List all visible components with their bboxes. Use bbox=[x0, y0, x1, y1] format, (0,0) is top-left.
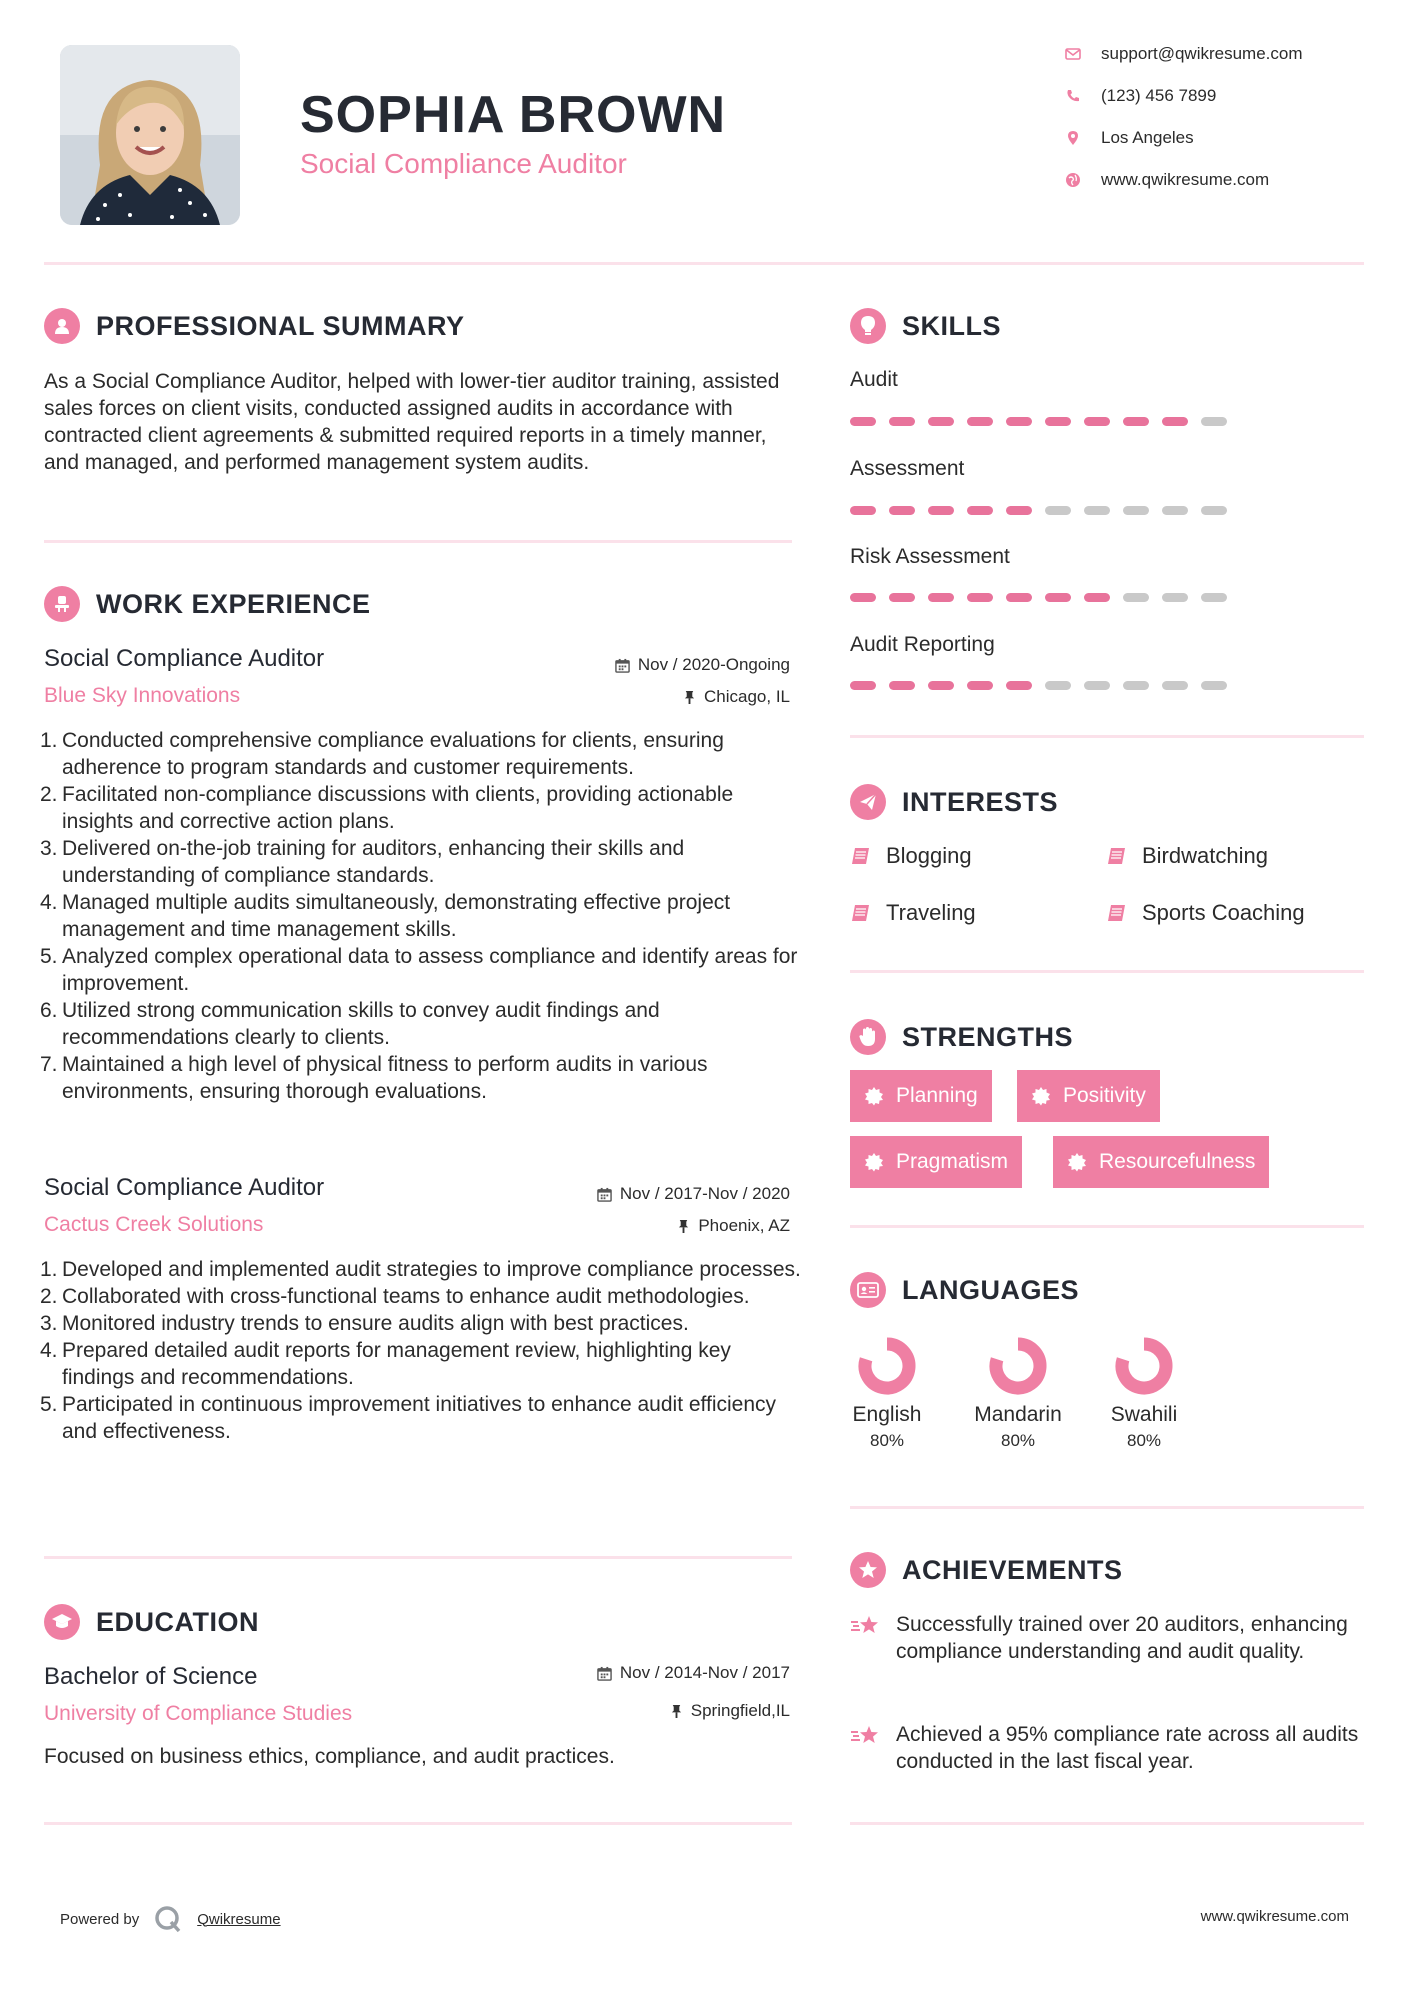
duty-number: 4. bbox=[40, 891, 58, 914]
duty-number: 5. bbox=[40, 1393, 58, 1416]
qwikresume-logo-icon bbox=[153, 1904, 183, 1934]
skill-level-dash bbox=[1162, 593, 1188, 602]
strengths-title: STRENGTHS bbox=[902, 1021, 1074, 1052]
badge-icon bbox=[864, 1086, 884, 1106]
education-divider bbox=[44, 1822, 792, 1825]
skill-level-dash bbox=[889, 506, 915, 515]
contact-phone[interactable] bbox=[1065, 86, 1216, 106]
pushpin-icon bbox=[683, 690, 696, 705]
education-title: EDUCATION bbox=[96, 1606, 259, 1637]
summary-divider bbox=[44, 540, 792, 543]
duty-text: Analyzed complex operational data to assess compliance and identify areas for improvement. bbox=[62, 945, 798, 995]
duty-item bbox=[40, 1256, 804, 1283]
duty-text: Monitored industry trends to ensure audits align with best practices. bbox=[62, 1312, 689, 1335]
languages-divider bbox=[850, 1506, 1364, 1509]
skill-level-dash bbox=[1045, 593, 1071, 602]
skill-level-dash bbox=[967, 593, 993, 602]
experience-divider bbox=[44, 1556, 792, 1559]
duty-number: 7. bbox=[40, 1053, 58, 1076]
book-icon bbox=[1106, 846, 1128, 866]
contact-email[interactable] bbox=[1065, 44, 1303, 64]
strength-label: Planning bbox=[896, 1084, 978, 1107]
skill-level-dash bbox=[967, 417, 993, 426]
paper-plane-icon bbox=[850, 784, 886, 820]
interest-item bbox=[850, 900, 976, 926]
strength-label: Pragmatism bbox=[896, 1150, 1009, 1173]
email-icon bbox=[1065, 46, 1081, 62]
education-location-text: Springfield,IL bbox=[690, 1701, 790, 1720]
contact-website-text: www.qwikresume.com bbox=[1101, 170, 1270, 189]
strength-label: Positivity bbox=[1063, 1084, 1146, 1107]
skill-level-dash bbox=[1123, 417, 1149, 426]
book-icon bbox=[850, 903, 872, 923]
pushpin-icon bbox=[677, 1219, 690, 1234]
strength-chip bbox=[850, 1136, 1022, 1188]
location-pin-icon bbox=[1065, 130, 1081, 146]
skill-level-dash bbox=[1045, 681, 1071, 690]
candidate-name: SOPHIA BROWN bbox=[300, 86, 727, 144]
badge-icon bbox=[864, 1152, 884, 1172]
contact-location bbox=[1065, 128, 1194, 148]
raised-hand-icon bbox=[850, 1019, 886, 1055]
id-card-icon bbox=[850, 1272, 886, 1308]
skill-level-dash bbox=[889, 417, 915, 426]
strength-chip bbox=[1053, 1136, 1269, 1188]
duty-item bbox=[40, 1391, 804, 1445]
duty-text: Participated in continuous improvement initiatives to enhance audit efficiency and effectiveness. bbox=[62, 1393, 777, 1443]
duty-item bbox=[40, 997, 804, 1051]
achievements-divider bbox=[850, 1822, 1364, 1825]
experience-heading bbox=[44, 586, 371, 622]
contact-email-text: support@qwikresume.com bbox=[1101, 44, 1303, 63]
job-2-dates bbox=[597, 1184, 790, 1204]
language-swahili bbox=[1089, 1334, 1199, 1451]
duty-number: 3. bbox=[40, 1312, 58, 1335]
job-1-dates bbox=[615, 655, 790, 675]
footer-powered-by bbox=[60, 1904, 281, 1934]
strength-chip bbox=[850, 1070, 992, 1122]
skill-level-dash bbox=[1045, 506, 1071, 515]
strengths-divider bbox=[850, 1225, 1364, 1228]
skill-level-dash bbox=[928, 681, 954, 690]
skill-4-name: Audit Reporting bbox=[850, 633, 995, 656]
skill-1-bar bbox=[850, 417, 1227, 426]
skill-level-dash bbox=[1084, 593, 1110, 602]
trophy-star-icon bbox=[850, 1552, 886, 1588]
language-ring bbox=[855, 1334, 919, 1398]
calendar-icon bbox=[597, 1187, 612, 1202]
skill-level-dash bbox=[1045, 417, 1071, 426]
duty-number: 6. bbox=[40, 999, 58, 1022]
job-1-title: Social Compliance Auditor bbox=[44, 645, 325, 672]
header-divider bbox=[44, 262, 1364, 265]
job-1-duties bbox=[40, 727, 804, 1105]
candidate-role: Social Compliance Auditor bbox=[300, 148, 627, 179]
shooting-star-icon bbox=[850, 1613, 882, 1639]
contact-phone-text: (123) 456 7899 bbox=[1101, 86, 1217, 105]
duty-text: Delivered on-the-job training for auditors, enhancing their skills and understanding of compliance standards. bbox=[62, 837, 685, 887]
job-2-company: Cactus Creek Solutions bbox=[44, 1213, 264, 1236]
job-2-location bbox=[677, 1216, 790, 1236]
duty-text: Developed and implemented audit strategies to improve compliance processes. bbox=[62, 1258, 801, 1281]
skill-3-name: Risk Assessment bbox=[850, 545, 1010, 568]
skill-level-dash bbox=[1084, 681, 1110, 690]
duty-text: Maintained a high level of physical fitness to perform audits in various environments, ensuring thorough evaluations. bbox=[62, 1053, 708, 1103]
strengths-heading bbox=[850, 1019, 1073, 1055]
powered-by-label: Powered by bbox=[60, 1910, 140, 1928]
duty-number: 1. bbox=[40, 729, 58, 752]
skill-level-dash bbox=[1162, 681, 1188, 690]
duty-number: 5. bbox=[40, 945, 58, 968]
skill-level-dash bbox=[1201, 681, 1227, 690]
badge-icon bbox=[1031, 1086, 1051, 1106]
book-icon bbox=[850, 846, 872, 866]
skills-title: SKILLS bbox=[902, 310, 1002, 341]
skill-level-dash bbox=[850, 593, 876, 602]
skill-level-dash bbox=[928, 417, 954, 426]
profile-photo bbox=[60, 45, 240, 225]
skill-level-dash bbox=[1201, 593, 1227, 602]
skill-level-dash bbox=[1201, 506, 1227, 515]
skill-level-dash bbox=[967, 506, 993, 515]
language-percent: 80% bbox=[1126, 1431, 1162, 1450]
skill-level-dash bbox=[850, 681, 876, 690]
strength-chip bbox=[1017, 1070, 1160, 1122]
skill-level-dash bbox=[1201, 417, 1227, 426]
footer-url[interactable]: www.qwikresume.com bbox=[1200, 1908, 1349, 1925]
interests-heading bbox=[850, 784, 1058, 820]
calendar-icon bbox=[615, 658, 630, 673]
languages-title: LANGUAGES bbox=[902, 1274, 1080, 1305]
strength-label: Resourcefulness bbox=[1099, 1150, 1256, 1173]
skill-level-dash bbox=[1084, 506, 1110, 515]
interests-title: INTERESTS bbox=[902, 786, 1059, 817]
lightbulb-icon bbox=[850, 308, 886, 344]
duty-text: Prepared detailed audit reports for management review, highlighting key findings and recommendations. bbox=[62, 1339, 731, 1389]
duty-item bbox=[40, 1051, 804, 1105]
interest-label: Sports Coaching bbox=[1142, 900, 1305, 925]
phone-icon bbox=[1065, 88, 1081, 104]
education-degree: Bachelor of Science bbox=[44, 1663, 258, 1690]
language-ring-arc bbox=[1122, 1344, 1166, 1388]
shooting-star-icon bbox=[850, 1723, 882, 1749]
skill-4-bar bbox=[850, 681, 1227, 690]
skills-heading bbox=[850, 308, 1001, 344]
achievement-text: Successfully trained over 20 auditors, enhancing compliance understanding and audit quality. bbox=[896, 1613, 1348, 1663]
achievement-item bbox=[850, 1721, 1360, 1775]
skill-level-dash bbox=[889, 681, 915, 690]
language-name: English bbox=[852, 1403, 922, 1426]
skill-2-bar bbox=[850, 506, 1227, 515]
interest-item bbox=[850, 843, 972, 869]
duty-text: Conducted comprehensive compliance evaluations for clients, ensuring adherence to program standards and customer requirements. bbox=[62, 729, 724, 779]
education-dates bbox=[597, 1663, 790, 1683]
duty-item bbox=[40, 943, 804, 997]
interests-divider bbox=[850, 970, 1364, 973]
duty-number: 3. bbox=[40, 837, 58, 860]
language-mandarin bbox=[963, 1334, 1073, 1451]
job-1-location-text: Chicago, IL bbox=[704, 687, 790, 706]
skill-level-dash bbox=[1162, 417, 1188, 426]
skill-level-dash bbox=[1123, 593, 1149, 602]
contact-location-text: Los Angeles bbox=[1101, 128, 1194, 147]
language-percent: 80% bbox=[869, 1431, 905, 1450]
duty-number: 1. bbox=[40, 1258, 58, 1281]
interest-label: Traveling bbox=[886, 900, 976, 925]
language-name: Mandarin bbox=[974, 1403, 1062, 1426]
duty-item bbox=[40, 1283, 804, 1310]
achievements-heading bbox=[850, 1552, 1123, 1588]
skill-level-dash bbox=[1084, 417, 1110, 426]
globe-icon bbox=[1065, 172, 1081, 188]
skills-divider bbox=[850, 735, 1364, 738]
skill-level-dash bbox=[850, 417, 876, 426]
contact-website[interactable] bbox=[1065, 170, 1269, 190]
qwikresume-link[interactable]: Qwikresume bbox=[197, 1910, 281, 1928]
duty-text: Collaborated with cross-functional teams to enhance audit methodologies. bbox=[62, 1285, 750, 1308]
skill-3-bar bbox=[850, 593, 1227, 602]
skill-level-dash bbox=[1006, 417, 1032, 426]
job-1-dates-text: Nov / 2020-Ongoing bbox=[637, 655, 790, 674]
language-ring-arc bbox=[865, 1344, 909, 1388]
pushpin-icon bbox=[670, 1704, 683, 1719]
skill-level-dash bbox=[928, 593, 954, 602]
language-percent: 80% bbox=[1000, 1431, 1036, 1450]
skill-level-dash bbox=[1123, 506, 1149, 515]
education-description: Focused on business ethics, compliance, and audit practices. bbox=[44, 1745, 615, 1768]
duty-item bbox=[40, 1337, 804, 1391]
person-icon bbox=[44, 308, 80, 344]
job-2-duties bbox=[40, 1256, 804, 1445]
duty-item bbox=[40, 781, 804, 835]
skill-level-dash bbox=[1162, 506, 1188, 515]
interest-item bbox=[1106, 843, 1268, 869]
book-icon bbox=[1106, 903, 1128, 923]
language-english bbox=[832, 1334, 942, 1451]
duty-item bbox=[40, 727, 804, 781]
language-ring bbox=[1112, 1334, 1176, 1398]
duty-text: Utilized strong communication skills to convey audit findings and recommendations clearly to clients. bbox=[62, 999, 660, 1049]
graduation-cap-icon bbox=[44, 1604, 80, 1640]
interest-label: Blogging bbox=[886, 843, 972, 868]
skill-level-dash bbox=[850, 506, 876, 515]
experience-title: WORK EXPERIENCE bbox=[96, 588, 371, 619]
briefcase-icon bbox=[44, 586, 80, 622]
achievement-item bbox=[850, 1611, 1360, 1665]
interest-label: Birdwatching bbox=[1142, 843, 1268, 868]
education-location bbox=[670, 1701, 790, 1721]
languages-heading bbox=[850, 1272, 1079, 1308]
skill-2-name: Assessment bbox=[850, 457, 965, 480]
duty-text: Facilitated non-compliance discussions with clients, providing actionable insights and corrective action plans. bbox=[62, 783, 734, 833]
achievements-title: ACHIEVEMENTS bbox=[902, 1554, 1123, 1585]
duty-text: Managed multiple audits simultaneously, demonstrating effective project management and time management skills. bbox=[62, 891, 731, 941]
education-heading bbox=[44, 1604, 259, 1640]
interest-item bbox=[1106, 900, 1305, 926]
duty-item bbox=[40, 1310, 804, 1337]
badge-icon bbox=[1067, 1152, 1087, 1172]
duty-number: 2. bbox=[40, 783, 58, 806]
summary-title: PROFESSIONAL SUMMARY bbox=[96, 310, 465, 341]
job-1-location bbox=[683, 687, 790, 707]
summary-heading bbox=[44, 308, 465, 344]
skill-level-dash bbox=[967, 681, 993, 690]
job-2-dates-text: Nov / 2017-Nov / 2020 bbox=[619, 1184, 790, 1203]
education-dates-text: Nov / 2014-Nov / 2017 bbox=[619, 1663, 790, 1682]
job-2-title: Social Compliance Auditor bbox=[44, 1174, 325, 1201]
skill-level-dash bbox=[928, 506, 954, 515]
skill-level-dash bbox=[1123, 681, 1149, 690]
duty-number: 2. bbox=[40, 1285, 58, 1308]
duty-item bbox=[40, 889, 804, 943]
job-2-location-text: Phoenix, AZ bbox=[698, 1216, 790, 1235]
duty-item bbox=[40, 835, 804, 889]
job-1-company: Blue Sky Innovations bbox=[44, 684, 241, 707]
achievement-text: Achieved a 95% compliance rate across all audits conducted in the last fiscal year. bbox=[896, 1723, 1359, 1773]
skill-level-dash bbox=[1006, 593, 1032, 602]
skill-1-name: Audit bbox=[850, 368, 898, 391]
duty-number: 4. bbox=[40, 1339, 58, 1362]
skill-level-dash bbox=[1006, 681, 1032, 690]
language-name: Swahili bbox=[1110, 1403, 1178, 1426]
calendar-icon bbox=[597, 1666, 612, 1681]
language-ring-arc bbox=[996, 1344, 1040, 1388]
language-ring bbox=[986, 1334, 1050, 1398]
skill-level-dash bbox=[1006, 506, 1032, 515]
education-school: University of Compliance Studies bbox=[44, 1702, 353, 1725]
skill-level-dash bbox=[889, 593, 915, 602]
summary-text: As a Social Compliance Auditor, helped with lower-tier auditor training, assisted sales forces on client visits, conducted assigned audits in accordance with contracted client agreements & submitted required reports in a timely manner, and managed, and performed management system audits. bbox=[44, 370, 780, 474]
